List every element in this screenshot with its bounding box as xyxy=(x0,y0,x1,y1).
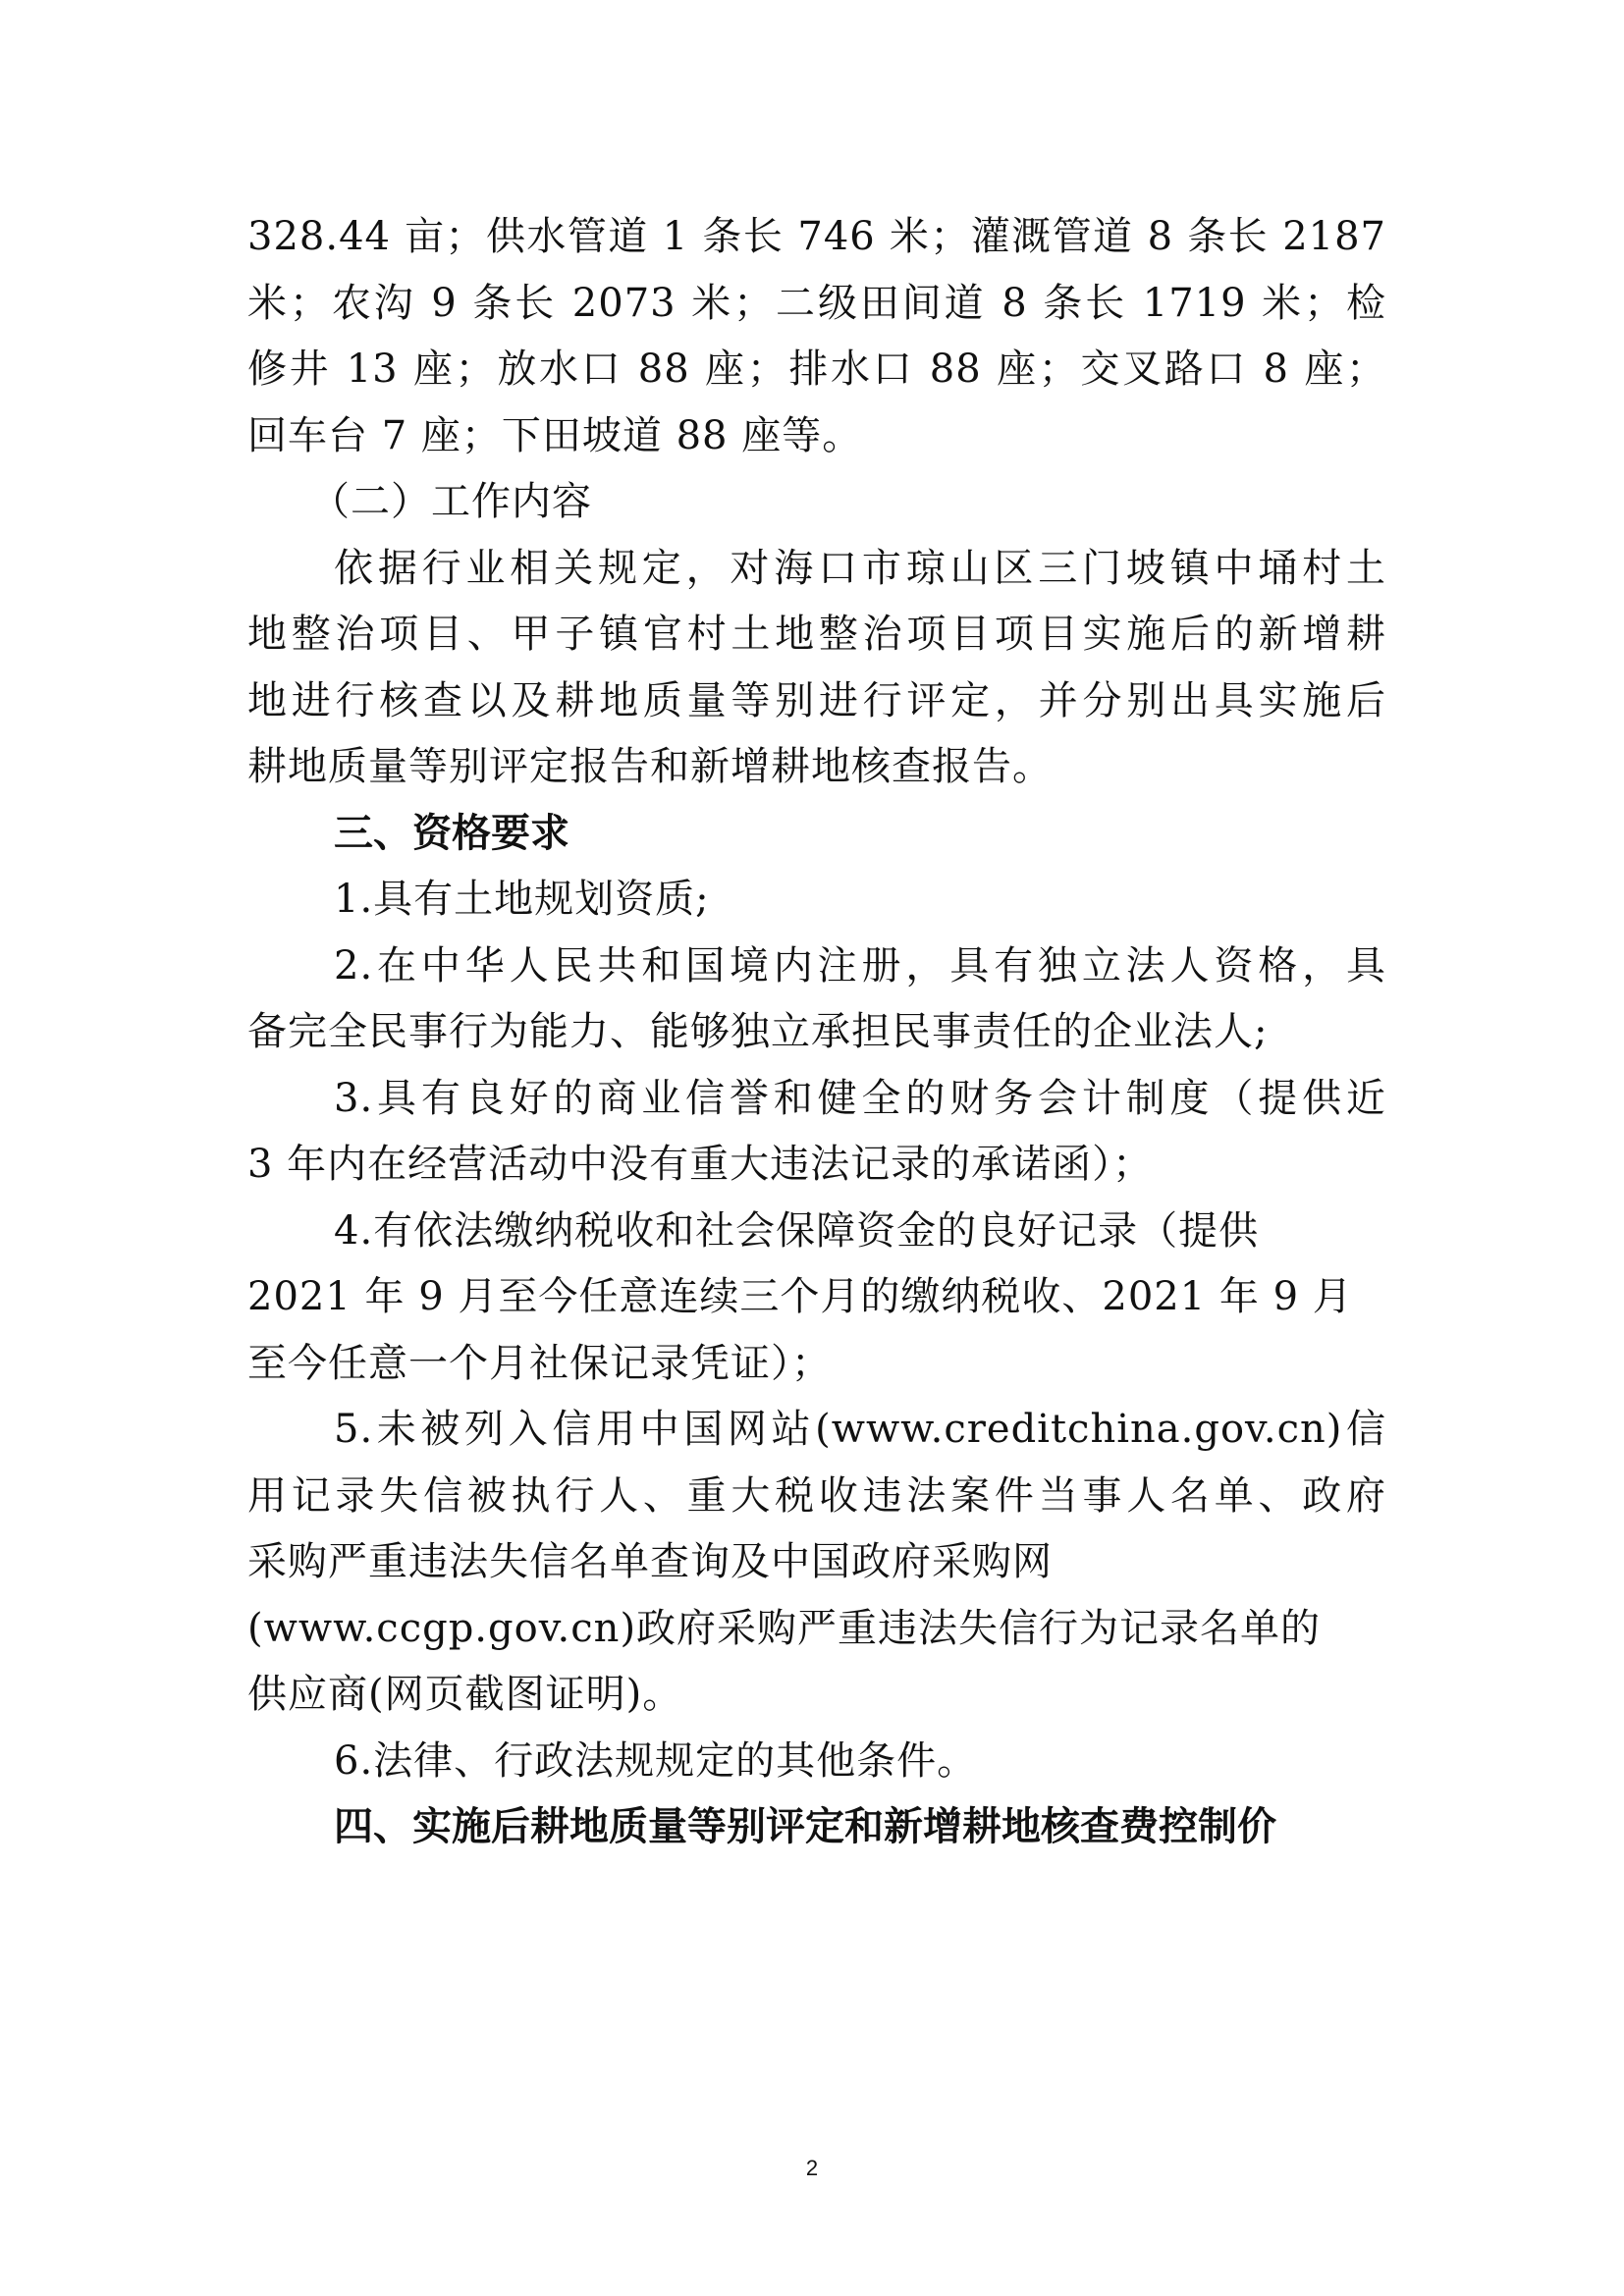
requirement-item-5: 5.未被列入信用中国网站(www.creditchina.gov.cn)信 xyxy=(334,1407,1386,1452)
text-line: 采购严重违法失信名单查询及中国政府采购网 xyxy=(247,1539,1053,1584)
text-line: 耕地质量等别评定报告和新增耕地核查报告。 xyxy=(247,744,1053,789)
text-line: 米；农沟 9 条长 2073 米；二级田间道 8 条长 1719 米；检 xyxy=(247,280,1386,326)
text-line: 供应商(网页截图证明)。 xyxy=(247,1672,683,1717)
page-number: 2 xyxy=(805,2156,819,2180)
text-line: 修井 13 座；放水口 88 座；排水口 88 座；交叉路口 8 座； xyxy=(247,347,1386,392)
text-line: 3 年内在经营活动中没有重大违法记录的承诺函）； xyxy=(247,1142,1154,1187)
text-line: 至今任意一个月社保记录凭证）； xyxy=(247,1340,832,1386)
text-line: (www.ccgp.gov.cn)政府采购严重违法失信行为记录名单的 xyxy=(247,1605,1322,1651)
text-line: 2021 年 9 月至今任意连续三个月的缴纳税收、2021 年 9 月 xyxy=(247,1274,1353,1319)
section-subheading-work-content: （二）工作内容 xyxy=(310,479,592,524)
text-line: 回车台 7 座；下田坡道 88 座等。 xyxy=(247,412,863,458)
text-line: 地进行核查以及耕地质量等别进行评定，并分别出具实施后 xyxy=(247,677,1386,723)
requirement-item-3: 3.具有良好的商业信誉和健全的财务会计制度（提供近 xyxy=(334,1075,1386,1121)
requirement-item-4: 4.有依法缴纳税收和社会保障资金的良好记录（提供 xyxy=(334,1207,1260,1254)
requirement-item-6: 6.法律、行政法规规定的其他条件。 xyxy=(334,1737,978,1784)
text-line: 用记录失信被执行人、重大税收违法案件当事人名单、政府 xyxy=(247,1472,1386,1519)
section-heading-qualifications: 三、资格要求 xyxy=(334,810,569,856)
paragraph-start: 依据行业相关规定，对海口市琼山区三门坡镇中埇村土 xyxy=(334,545,1386,591)
text-line: 备完全民事行为能力、能够独立承担民事责任的企业法人; xyxy=(247,1009,1269,1054)
text-line: 328.44 亩；供水管道 1 条长 746 米；灌溉管道 8 条长 2187 xyxy=(247,214,1386,259)
text-line: 地整治项目、甲子镇官村土地整治项目项目实施后的新增耕 xyxy=(247,612,1386,657)
document-body xyxy=(247,204,1386,1861)
requirement-item-2: 2.在中华人民共和国境内注册，具有独立法人资格，具 xyxy=(334,942,1386,988)
section-heading-control-price: 四、实施后耕地质量等别评定和新增耕地核查费控制价 xyxy=(334,1804,1276,1849)
requirement-item-1: 1.具有土地规划资质; xyxy=(334,877,710,922)
